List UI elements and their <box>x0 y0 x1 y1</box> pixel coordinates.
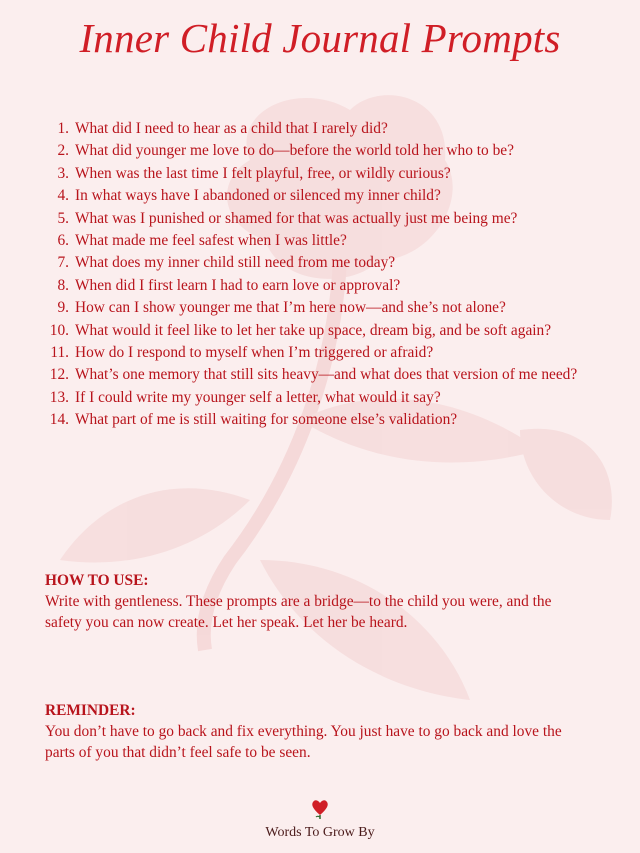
heart-flower-icon <box>308 795 332 819</box>
prompt-text: What was I punished or shamed for that was actually just me being me? <box>75 209 518 227</box>
prompt-text: If I could write my younger self a letter, what would it say? <box>75 388 441 406</box>
reminder-section <box>45 700 575 763</box>
prompt-item <box>45 275 585 297</box>
prompt-item <box>45 163 585 185</box>
prompt-number: 10. <box>49 321 69 339</box>
prompt-item <box>45 252 585 274</box>
prompt-item <box>45 297 585 319</box>
prompt-text: How can I show younger me that I’m here now—and she’s not alone? <box>75 299 506 317</box>
prompt-text: What’s one memory that still sits heavy—and what does that version of me need? <box>75 366 578 384</box>
prompt-item <box>45 342 585 364</box>
prompt-text: In what ways have I abandoned or silenced my inner child? <box>75 187 441 205</box>
prompt-text: What did younger me love to do—before the world told her who to be? <box>75 142 514 160</box>
prompt-text: When was the last time I felt playful, free, or wildly curious? <box>75 164 451 182</box>
footer <box>0 795 640 841</box>
prompt-text: When did I first learn I had to earn love or approval? <box>75 276 401 294</box>
prompt-item <box>45 118 585 140</box>
prompt-number: 6. <box>57 232 69 250</box>
prompt-text: What does my inner child still need from me today? <box>75 254 396 272</box>
how-to-use-body: Write with gentleness. These prompts are a bridge—to the child you were, and the safety you can now create. Let her speak. Let her be heard. <box>45 593 552 631</box>
prompt-text: What would it feel like to let her take up space, dream big, and be soft again? <box>75 321 552 339</box>
prompt-number: 3. <box>57 164 69 182</box>
prompt-number: 11. <box>50 344 69 362</box>
prompt-item <box>45 320 585 342</box>
prompt-number: 4. <box>57 187 69 205</box>
prompt-number: 5. <box>57 209 69 227</box>
prompt-item <box>45 387 585 409</box>
prompt-number: 2. <box>57 142 69 160</box>
prompt-list <box>45 118 585 432</box>
how-to-use-heading: HOW TO USE: <box>45 572 149 589</box>
prompt-number: 8. <box>57 276 69 294</box>
prompt-number: 12. <box>49 366 69 384</box>
how-to-use-section <box>45 570 575 633</box>
prompt-item <box>45 185 585 207</box>
prompt-item <box>45 409 585 431</box>
prompt-number: 9. <box>57 299 69 317</box>
prompt-item <box>45 140 585 162</box>
prompt-item <box>45 364 585 386</box>
prompt-text: What part of me is still waiting for someone else’s validation? <box>75 411 458 429</box>
prompt-item <box>45 230 585 252</box>
prompt-item <box>45 208 585 230</box>
prompt-text: What made me feel safest when I was little? <box>75 232 347 250</box>
prompt-number: 13. <box>49 388 69 406</box>
prompt-number: 7. <box>57 254 69 272</box>
prompt-text: What did I need to hear as a child that I rarely did? <box>75 120 388 137</box>
prompt-number: 1. <box>57 120 69 137</box>
prompt-text: How do I respond to myself when I’m triggered or afraid? <box>75 344 434 362</box>
reminder-heading: REMINDER: <box>45 702 136 719</box>
page-title: Inner Child Journal Prompts <box>79 15 561 61</box>
brand-name: Words To Grow By <box>265 825 375 840</box>
prompt-number: 14. <box>49 411 69 429</box>
reminder-body: You don’t have to go back and fix everything. You just have to go back and love the parts of you that didn’t feel safe to be seen. <box>45 723 562 761</box>
